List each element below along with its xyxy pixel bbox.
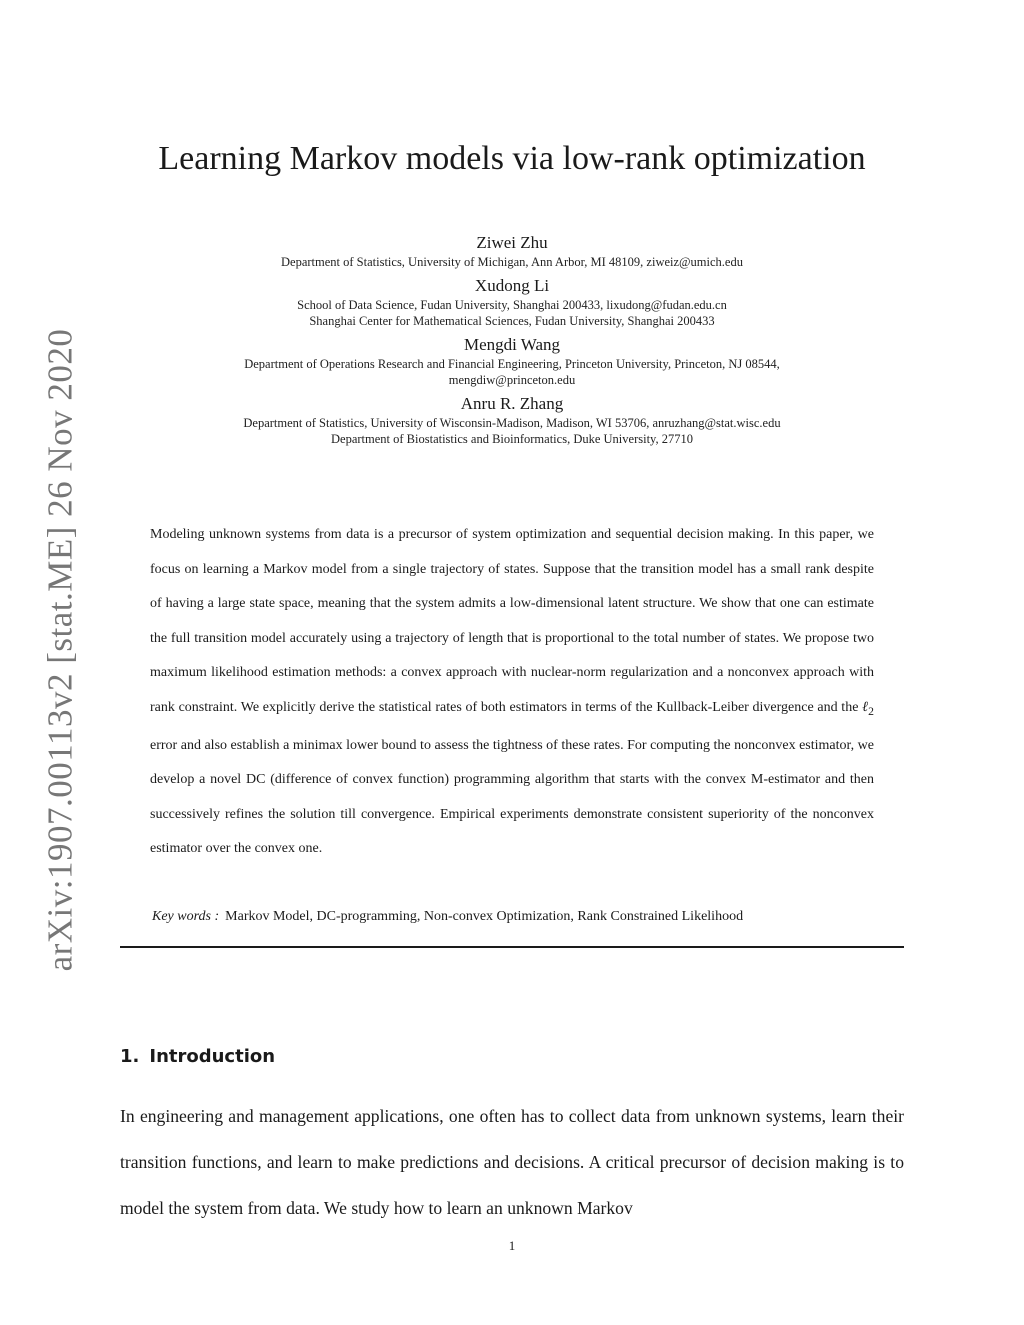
author-affiliation: Department of Biostatistics and Bioinformatics, Duke University, 27710 (331, 432, 693, 446)
keywords-text: Markov Model, DC-programming, Non-convex Optimization, Rank Constrained Likelihood (225, 909, 744, 924)
paper-title: Learning Markov models via low-rank optimization (158, 140, 866, 177)
author-name: Xudong Li (474, 276, 550, 295)
arxiv-identifier-stamp (40, 328, 80, 972)
introduction-paragraph: In engineering and management applications, one often has to collect data from unknown systems, learn their transition functions, and learn to make predictions and decisions. A critical precursor of decision making is to model the system from data. We study how to learn an unknown Markov (120, 1106, 904, 1218)
arxiv-identifier: arXiv:1907.00113v2 [stat.ME] 26 Nov 2020 (40, 328, 79, 972)
section-title: Introduction (149, 1046, 276, 1067)
section-heading (120, 1046, 275, 1067)
ell-symbol: ℓ (862, 699, 869, 715)
ell-subscript: 2 (868, 704, 874, 718)
author-entry (120, 275, 904, 329)
author-entry (120, 393, 904, 447)
abstract-text-part-1: Modeling unknown systems from data is a precursor of system optimization and sequential decision making. In this paper, we focus on learning a Markov model from a single trajectory of states. Suppose that the transition model has a small rank despite of having a large state space, meaning that the system admits a low-dimensional latent structure. We show that one can estimate the full transition model accurately using a trajectory of length that is proportional to the total number of states. We propose two maximum likelihood estimation methods: a convex approach with nuclear-norm regularization and a nonconvex approach with rank constraint. We explicitly derive the statistical rates of both estimators in terms of the Kullback-Leiber divergence and the (150, 527, 874, 715)
author-affiliation: Department of Operations Research and Financial Engineering, Princeton University, Princeton, NJ 08544, (244, 357, 780, 371)
author-name: Anru R. Zhang (460, 394, 564, 413)
section-number: 1. (120, 1046, 140, 1067)
author-name: Ziwei Zhu (476, 233, 548, 252)
author-affiliation: School of Data Science, Fudan University, Shanghai 200433, lixudong@fudan.edu.cn (297, 298, 727, 312)
author-affiliation: mengdiw@princeton.edu (448, 373, 576, 387)
author-affiliation: Shanghai Center for Mathematical Sciences, Fudan University, Shanghai 200433 (309, 314, 715, 328)
abstract (150, 518, 874, 867)
section-divider (120, 946, 904, 948)
keywords (152, 909, 872, 925)
author-entry (120, 232, 904, 270)
page-number: 1 (508, 1238, 516, 1253)
l2-norm-symbol (862, 699, 874, 718)
author-entry (120, 334, 904, 388)
keywords-label: Key words : (152, 909, 220, 924)
author-name: Mengdi Wang (463, 335, 561, 354)
abstract-text-part-2: error and also establish a minimax lower bound to assess the tightness of these rates. For computing the nonconvex estimator, we develop a novel DC (difference of convex function) programming algorithm that starts with the convex M-estimator and then successively refines the solution till convergence. Empirical experiments demonstrate consistent superiority of the nonconvex estimator over the convex one. (150, 737, 874, 857)
author-affiliation: Department of Statistics, University of Wisconsin-Madison, Madison, WI 53706, anruzhang@stat.wisc.edu (243, 416, 781, 430)
author-block (120, 232, 904, 452)
author-affiliation: Department of Statistics, University of Michigan, Ann Arbor, MI 48109, ziweiz@umich.edu (281, 255, 743, 269)
